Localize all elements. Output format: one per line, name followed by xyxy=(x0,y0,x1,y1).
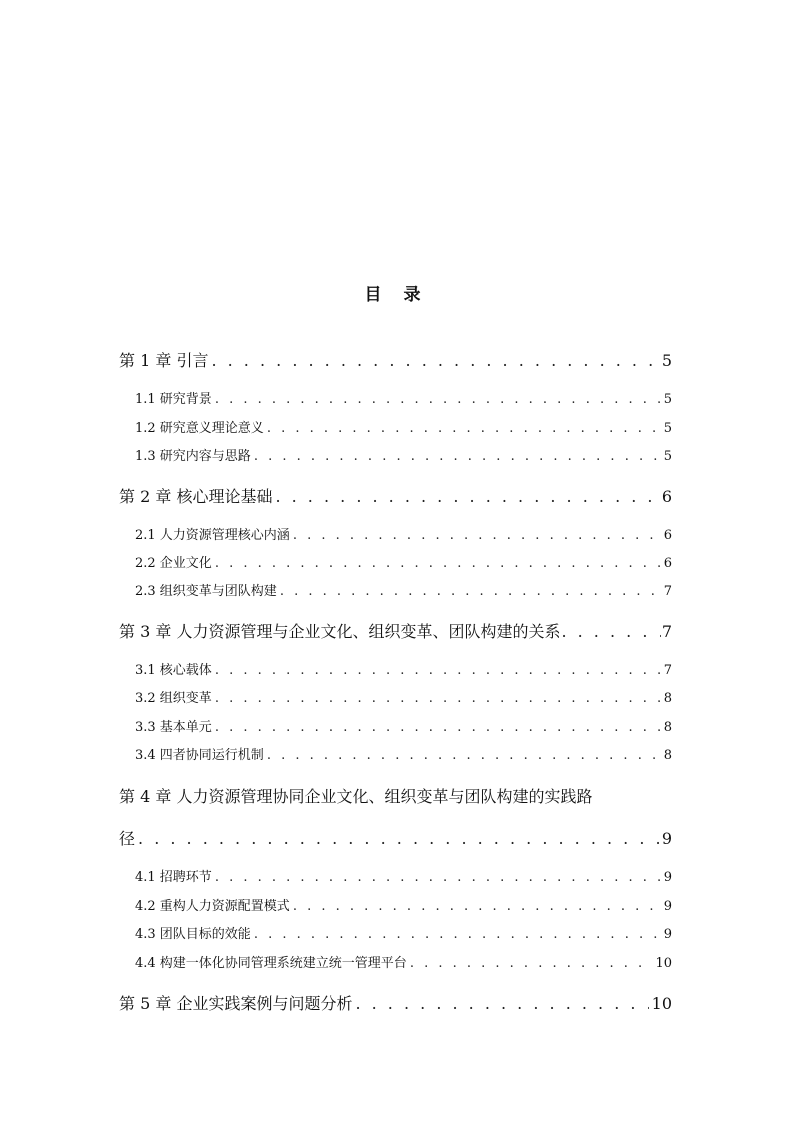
toc-entry-label: 第 2 章 核心理论基础 xyxy=(119,487,273,506)
toc-entry-page: 6 xyxy=(663,556,672,571)
toc-entry-label: 第 5 章 企业实践案例与问题分析 xyxy=(119,994,353,1013)
toc-entry-label: 第 1 章 引言 xyxy=(119,351,209,370)
toc-entry-page: 5 xyxy=(663,421,672,436)
toc-entry-chapter-2[interactable] xyxy=(119,486,672,508)
toc-entry-section-2-2[interactable] xyxy=(135,554,672,574)
dot-leader xyxy=(215,868,661,888)
dot-leader xyxy=(211,350,658,372)
toc-entry-page: 5 xyxy=(661,351,672,370)
toc-entry-page: 9 xyxy=(663,870,672,885)
toc-entry-section-3-2[interactable] xyxy=(135,689,672,709)
dot-leader xyxy=(215,689,661,709)
toc-entry-section-3-4[interactable] xyxy=(135,746,672,766)
toc-entry-section-1-3[interactable] xyxy=(135,447,672,467)
toc-entry-page: 10 xyxy=(651,994,672,1013)
toc-entry-section-4-4[interactable] xyxy=(135,954,672,974)
dot-leader xyxy=(410,954,653,974)
toc-entry-section-1-2[interactable] xyxy=(135,419,672,439)
toc-entry-label: 2.3 组织变革与团队构建 xyxy=(135,584,277,599)
toc-entry-page: 9 xyxy=(663,927,672,942)
toc-entry-label: 4.2 重构人力资源配置模式 xyxy=(135,899,290,914)
dot-leader xyxy=(280,582,661,602)
toc-entry-chapter-4-continued[interactable] xyxy=(119,828,672,850)
toc-entry-label: 1.1 研究背景 xyxy=(135,392,212,407)
dot-leader xyxy=(138,828,659,850)
toc-entry-page: 7 xyxy=(663,663,672,678)
toc-entry-label: 3.4 四者协同运行机制 xyxy=(135,748,264,763)
dot-leader xyxy=(275,486,658,508)
dot-leader xyxy=(254,447,661,467)
dot-leader xyxy=(355,993,648,1015)
toc-entry-page: 8 xyxy=(663,691,672,706)
toc-entry-page: 10 xyxy=(655,956,672,971)
toc-entry-page: 8 xyxy=(663,748,672,763)
dot-leader xyxy=(215,554,661,574)
toc-entry-page: 7 xyxy=(661,622,672,641)
toc-entry-page: 8 xyxy=(663,720,672,735)
dot-leader xyxy=(267,419,661,439)
toc-entry-label: 1.3 研究内容与思路 xyxy=(135,449,251,464)
toc-entry-section-4-1[interactable] xyxy=(135,868,672,888)
toc-entry-page: 9 xyxy=(661,829,672,848)
dot-leader xyxy=(215,718,661,738)
toc-entry-label: 1.2 研究意义理论意义 xyxy=(135,421,264,436)
toc-entry-label: 2.1 人力资源管理核心内涵 xyxy=(135,528,290,543)
dot-leader xyxy=(215,661,661,681)
toc-entry-section-3-3[interactable] xyxy=(135,718,672,738)
toc-entry-section-2-1[interactable] xyxy=(135,526,672,546)
toc-entry-section-3-1[interactable] xyxy=(135,661,672,681)
toc-entry-label: 3.3 基本单元 xyxy=(135,720,212,735)
toc-entry-label: 第 3 章 人力资源管理与企业文化、组织变革、团队构建的关系 xyxy=(119,622,561,641)
toc-entry-label: 4.4 构建一体化协同管理系统建立统一管理平台 xyxy=(135,956,407,971)
toc-entry-chapter-1[interactable] xyxy=(119,350,672,372)
toc-entry-chapter-4[interactable] xyxy=(119,786,672,808)
toc-entry-page: 6 xyxy=(661,487,672,506)
toc-entry-section-4-3[interactable] xyxy=(135,925,672,945)
toc-entry-label: 3.1 核心载体 xyxy=(135,663,212,678)
dot-leader xyxy=(561,621,660,643)
toc-entry-label-line1: 第 4 章 人力资源管理协同企业文化、组织变革与团队构建的实践路 xyxy=(119,787,593,806)
toc-entry-chapter-3[interactable] xyxy=(119,621,672,643)
toc-entry-label: 4.3 团队目标的效能 xyxy=(135,927,251,942)
toc-entry-page: 6 xyxy=(663,528,672,543)
toc-entry-page: 5 xyxy=(663,449,672,464)
toc-entry-page: 7 xyxy=(663,584,672,599)
dot-leader xyxy=(293,526,661,546)
toc-entry-section-1-1[interactable] xyxy=(135,390,672,410)
toc-entry-label: 4.1 招聘环节 xyxy=(135,870,212,885)
toc-entry-section-2-3[interactable] xyxy=(135,582,672,602)
toc-entry-chapter-5[interactable] xyxy=(119,993,672,1015)
dot-leader xyxy=(267,746,661,766)
toc-entry-page: 5 xyxy=(663,392,672,407)
toc-title: 目 录 xyxy=(364,285,429,305)
dot-leader xyxy=(254,925,661,945)
toc-entry-label: 2.2 企业文化 xyxy=(135,556,212,571)
toc-entry-section-4-2[interactable] xyxy=(135,897,672,917)
dot-leader xyxy=(215,390,661,410)
toc-entry-label: 3.2 组织变革 xyxy=(135,691,212,706)
toc-entry-label-line2: 径 xyxy=(119,829,136,848)
dot-leader xyxy=(293,897,661,917)
toc-entry-page: 9 xyxy=(663,899,672,914)
